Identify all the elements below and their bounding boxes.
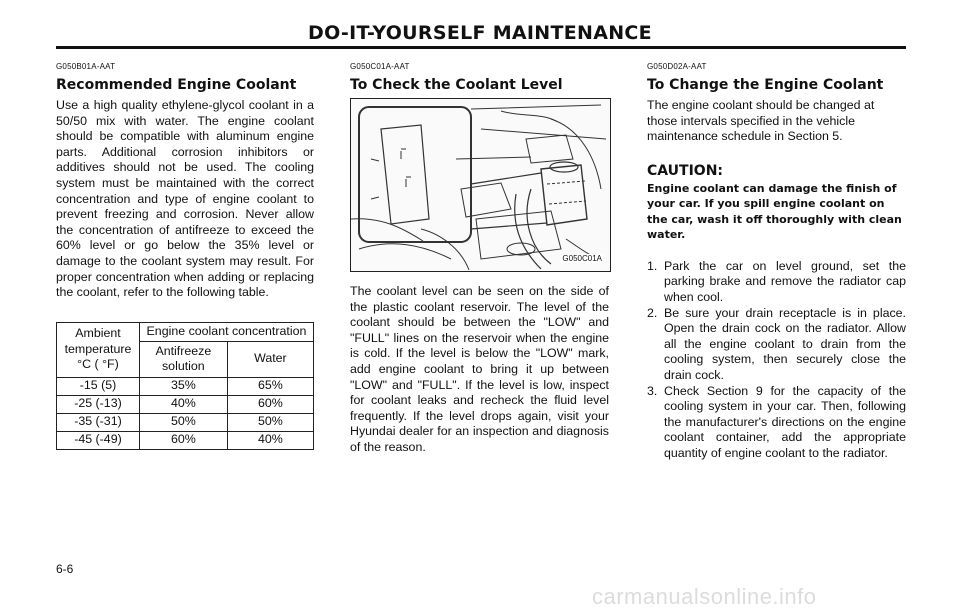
table-header-concentration: Engine coolant concentration	[139, 322, 313, 341]
coolant-reservoir-figure	[350, 98, 611, 272]
table-row	[57, 377, 314, 395]
step-text: Check Section 9 for the capacity of the cooling system in your car. Then, following the manufacturer's directions on the engine coolant container, add the appropriate quantity of engine coolant to the radiator.	[664, 383, 906, 460]
step-number: 3.	[647, 383, 658, 398]
header-rule	[56, 46, 906, 49]
table-cell-temp: -25 (-13)	[57, 395, 140, 413]
table-cell-water: 65%	[227, 377, 313, 395]
section-code: G050D02A-AAT	[647, 62, 707, 71]
right-column	[647, 62, 906, 462]
section-title: To Change the Engine Coolant	[647, 77, 884, 93]
table-cell-water: 60%	[227, 395, 313, 413]
table-cell-antifreeze: 40%	[139, 395, 227, 413]
page-number: 6-6	[56, 562, 74, 576]
section-code: G050B01A-AAT	[56, 62, 116, 71]
table-header-antifreeze: Antifreeze solution	[139, 341, 227, 377]
list-item	[647, 259, 906, 306]
table-row	[57, 413, 314, 431]
caution-title: CAUTION:	[647, 162, 724, 179]
coolant-concentration-table	[56, 322, 314, 450]
left-column	[56, 62, 314, 450]
step-number: 2.	[647, 305, 658, 320]
section-paragraph: The coolant level can be seen on the side of the plastic coolant reservoir. The level of the coolant should be between the "LOW" and "FULL" lines on the reservoir when the engine is cold. If the level is below the "LOW" mark, add engine coolant to bring it up between "LOW" and "FULL". If the level is low, inspect for coolant leaks and recheck the fluid level frequently. If the level drops again, visit your Hyundai dealer for an inspection and diagnosis of the reason.	[350, 284, 609, 454]
step-text: Be sure your drain receptacle is in place. Open the drain cock on the radiator. Allow all the engine coolant to drain from the cooling system, then securely close the drain cock.	[664, 305, 906, 382]
engine-bay-illustration	[351, 99, 610, 271]
section-code: G050C01A-AAT	[350, 62, 410, 71]
table-cell-antifreeze: 35%	[139, 377, 227, 395]
figure-code: G050C01A	[562, 254, 602, 263]
table-cell-temp: -15 (5)	[57, 377, 140, 395]
section-paragraph: Use a high quality ethylene-glycol coolant in a 50/50 mix with water. The engine coolant should be compatible with aluminum engine parts. Additional corrosion inhibitors or additives should not be used. The cooling system must be maintained with the correct concentration and type of engine coolant to prevent freezing and corrosion. Never allow the concentration of antifreeze to exceed the 60% level or go below the 35% level or damage to the coolant system may result. For proper concentration when adding or replacing the coolant, refer to the following table.	[56, 98, 314, 300]
step-number: 1.	[647, 258, 658, 273]
table-header-temperature: Ambient temperature °C ( °F)	[57, 322, 140, 377]
table-cell-water: 40%	[227, 431, 313, 449]
page-header-title: DO-IT-YOURSELF MAINTENANCE	[308, 22, 652, 44]
steps-list	[647, 259, 906, 462]
table-row	[57, 431, 314, 449]
table-cell-antifreeze: 50%	[139, 413, 227, 431]
table-cell-water: 50%	[227, 413, 313, 431]
table-cell-antifreeze: 60%	[139, 431, 227, 449]
list-item	[647, 384, 906, 462]
table-cell-temp: -45 (-49)	[57, 431, 140, 449]
section-paragraph: The engine coolant should be changed at those intervals specified in the vehicle maintenance schedule in Section 5.	[647, 98, 875, 144]
watermark: carmanualsonline.info	[592, 584, 817, 609]
middle-column	[350, 62, 609, 456]
table-header-water: Water	[227, 341, 313, 377]
section-title: Recommended Engine Coolant	[56, 77, 297, 93]
caution-text: Engine coolant can damage the finish of your car. If you spill engine coolant on the car, wash it off thoroughly with clean water.	[647, 181, 902, 242]
table-row	[57, 395, 314, 413]
section-title: To Check the Coolant Level	[350, 77, 563, 93]
step-text: Park the car on level ground, set the parking brake and remove the radiator cap when cool.	[664, 258, 906, 304]
table-cell-temp: -35 (-31)	[57, 413, 140, 431]
list-item	[647, 306, 906, 384]
